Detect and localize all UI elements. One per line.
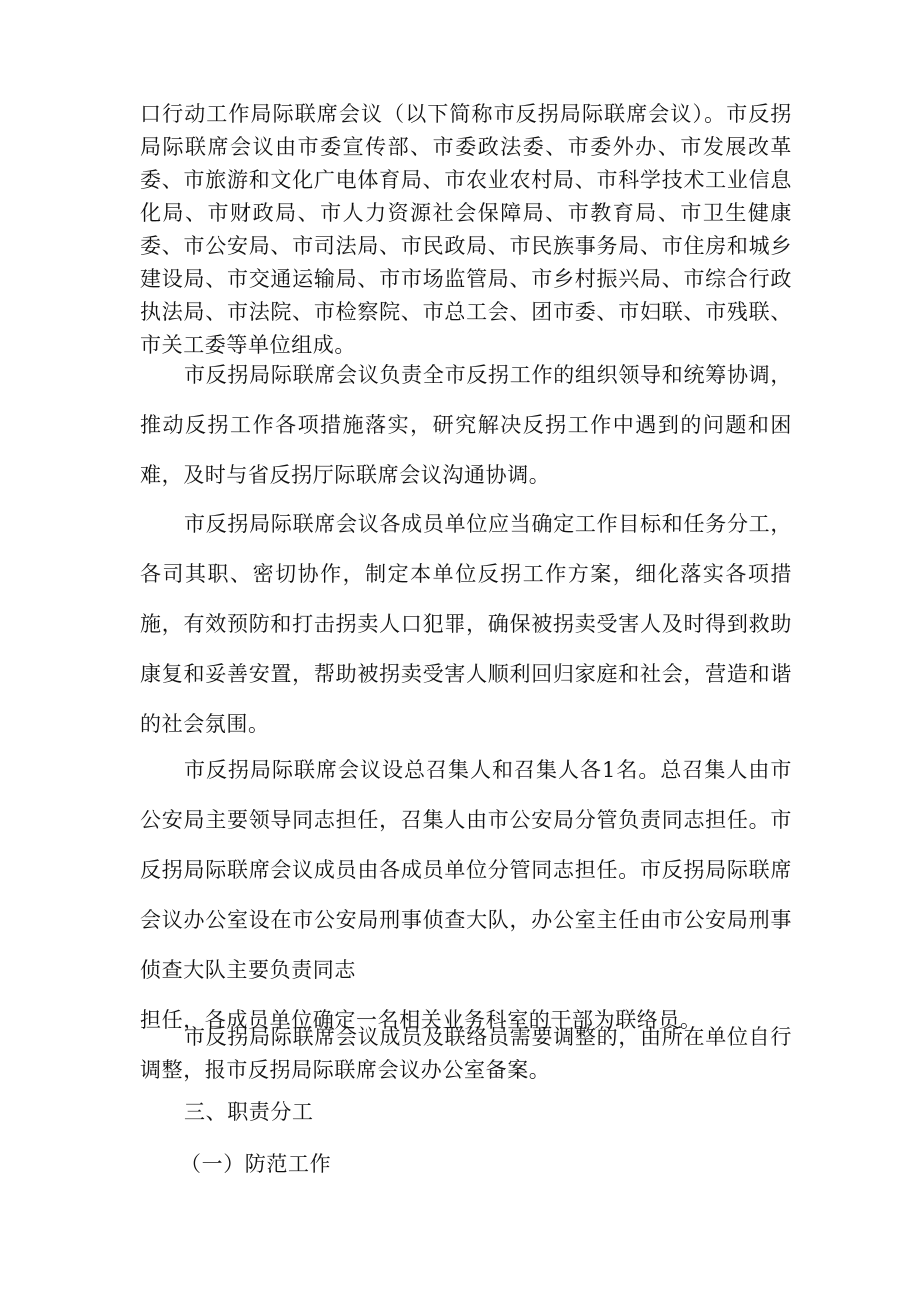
subsection-heading: （一）防范工作 xyxy=(180,1152,332,1176)
paragraph-convener-text: 市反拐局际联席会议设总召集人和召集人各1名。总召集人由市公安局主要领导同志担任，召集人由市公安局分管负责同志担任。市反拐局际联席会议成员由各成员单位分管同志担任。市反拐局际联席会议办公室设在市公安局刑事侦查大队，办公室主任由市公安局刑事侦查大队主要负责同志 xyxy=(140,758,792,982)
section-heading: 三、职责分工 xyxy=(184,1100,314,1124)
paragraph-member-duties: 市反拐局际联席会议各成员单位应当确定工作目标和任务分工，各司其职、密切协作，制定本单位反拐工作方案，细化落实各项措施，有效预防和打击拐卖人口犯罪，确保被拐卖受害人及时得到救助康复和妥善安置，帮助被拐卖受害人顺利回归家庭和社会，营造和谐的社会氛围。 xyxy=(140,512,792,736)
paragraph-convener xyxy=(140,745,792,1045)
paragraph-member-units: 口行动工作局际联席会议（以下简称市反拐局际联席会议）。市反拐局际联席会议由市委宣传部、市委政法委、市委外办、市发展改革委、市旅游和文化广电体育局、市农业农村局、市科学技术工业信息化局、市财政局、市人力资源社会保障局、市教育局、市卫生健康委、市公安局、市司法局、市民政局、市民族事务局、市住房和城乡建设局、市交通运输局、市市场监管局、市乡村振兴局、市综合行政执法局、市法院、市检察院、市总工会、团市委、市妇联、市残联、市关工委等单位组成。 xyxy=(140,102,792,357)
paragraph-adjustment: 市反拐局际联席会议成员及联络员需要调整的，由所在单位自行调整，报市反拐局际联席会议办公室备案。 xyxy=(140,1025,792,1082)
paragraph-responsibilities: 市反拐局际联席会议负责全市反拐工作的组织领导和统筹协调，推动反拐工作各项措施落实，研究解决反拐工作中遇到的问题和困难，及时与省反拐厅际联席会议沟通协调。 xyxy=(140,363,792,487)
paragraph-convener-continuation: 担任，各成员单位确定一名相关业务科室的干部为联络员。 xyxy=(140,1008,702,1032)
